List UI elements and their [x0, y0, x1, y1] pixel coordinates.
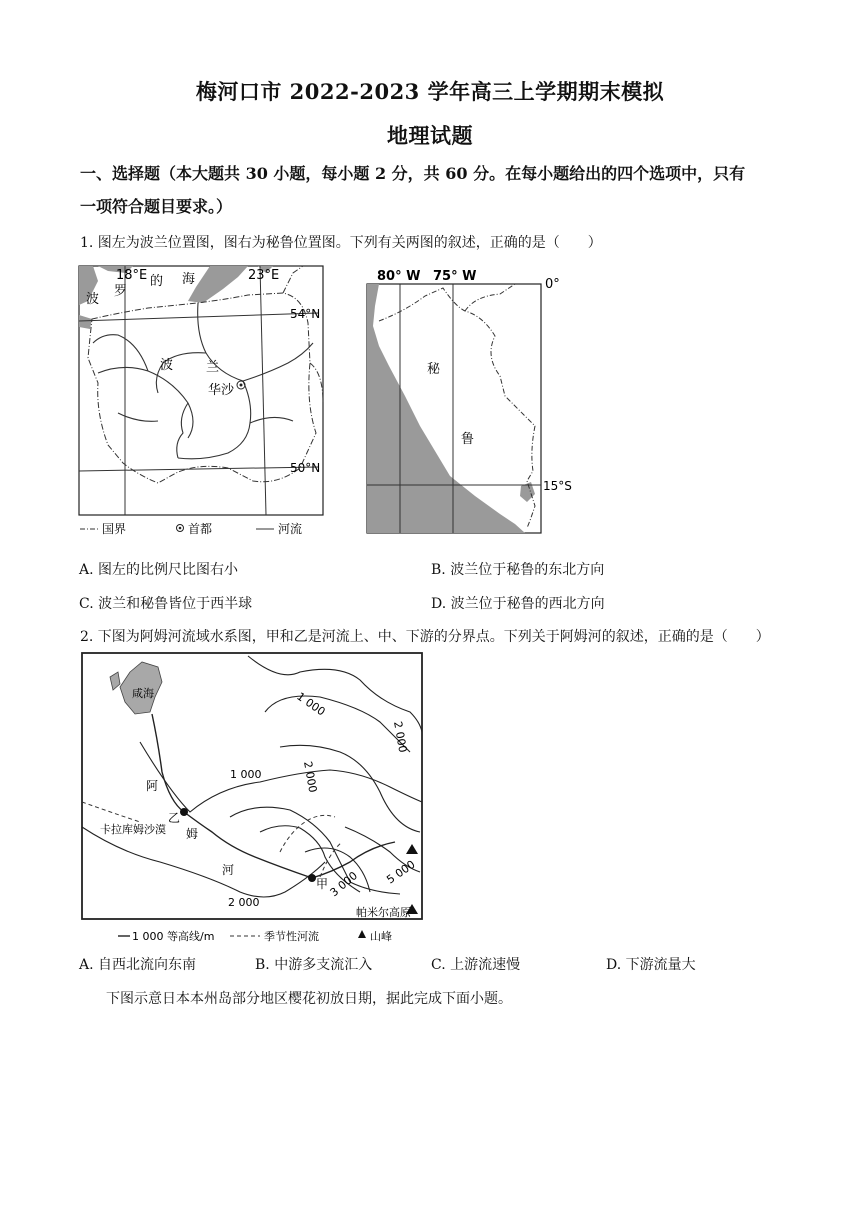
lake-label: 咸海 [132, 687, 154, 700]
capital-label: 华沙 [208, 383, 235, 398]
q1-stem: 1. 图左为波兰位置图，图右为秘鲁位置图。下列有关两图的叙述，正确的是（ ） [80, 235, 602, 251]
legend-capital: 首都 [188, 522, 213, 536]
poland-lon-right: 23°E [248, 268, 280, 283]
exam-subtitle: 地理试题 [387, 123, 473, 148]
peru-map [365, 266, 580, 536]
peru-country-char-2: 鲁 [461, 432, 475, 447]
poland-lat-top: 54°N [290, 307, 321, 321]
q1-option-b[interactable]: B. 波兰位于秘鲁的东北方向 [431, 562, 605, 578]
contour-label-3: 2 000 [301, 760, 320, 794]
river-char-3: 河 [222, 863, 235, 877]
poland-lat-bottom: 50°N [290, 461, 321, 475]
desert-label: 卡拉库姆沙漠 [100, 823, 166, 836]
point-jia-label: 甲 [316, 877, 329, 891]
legend-peak: 山峰 [370, 930, 392, 943]
contour-label-1: 1 000 [294, 689, 328, 719]
q1-option-c[interactable]: C. 波兰和秘鲁皆位于西半球 [79, 596, 253, 612]
sea-char-4: 海 [182, 272, 196, 287]
q1-option-d[interactable]: D. 波兰位于秘鲁的西北方向 [431, 596, 605, 612]
section-heading [80, 157, 780, 223]
sea-char-2: 罗 [114, 284, 128, 299]
peru-lon-right: 75° W [433, 269, 477, 284]
legend-seasonal: 季节性河流 [264, 930, 319, 943]
sea-char-1: 波 [86, 292, 100, 307]
q3-intro: 下图示意日本本州岛部分地区樱花初放日期，据此完成下面小题。 [106, 991, 512, 1007]
q1-option-a[interactable]: A. 图左的比例尺比图右小 [79, 562, 239, 578]
contour-label-5: 2 000 [228, 896, 260, 909]
q2-option-c[interactable]: C. 上游流速慢 [431, 957, 521, 973]
contour-label-7: 5 000 [384, 857, 418, 887]
poland-country-char-2: 兰 [206, 360, 220, 375]
q2-option-a[interactable]: A. 自西北流向东南 [79, 957, 197, 973]
poland-map [78, 263, 328, 543]
section-heading-line1: 一、选择题（本大题共 30 小题，每小题 2 分，共 60 分。在每小题给出的四个选项中，只有 [80, 164, 746, 183]
q2-stem: 2. 下图为阿姆河流域水系图，甲和乙是河流上、中、下游的分界点。下列关于阿姆河的叙述，正确的是（ ） [80, 629, 770, 645]
legend-river: 河流 [278, 522, 303, 536]
point-yi-label: 乙 [168, 811, 181, 825]
peru-lat-bottom: 15°S [543, 479, 572, 493]
sea-char-3: 的 [150, 274, 164, 289]
section-heading-line2: 一项符合题目要求。） [80, 197, 233, 216]
peru-country-char-1: 秘 [427, 362, 441, 377]
legend-contour: 1 000 等高线/m [132, 930, 215, 943]
contour-label-4: 2 000 [391, 720, 410, 754]
poland-country-char-1: 波 [160, 358, 174, 373]
exam-title: 梅河口市 2022-2023 学年高三上学期期末模拟 [195, 79, 665, 104]
river-char-2: 姆 [186, 827, 199, 841]
peru-lat-top: 0° [545, 277, 560, 292]
q2-option-d[interactable]: D. 下游流量大 [606, 957, 696, 973]
river-char-1: 阿 [146, 779, 159, 793]
peru-lon-left: 80° W [377, 269, 421, 284]
contour-label-6: 3 000 [327, 869, 361, 900]
legend-border: 国界 [102, 522, 127, 536]
contour-label-2: 1 000 [230, 768, 262, 781]
poland-lon-left: 18°E [116, 268, 148, 283]
q2-option-b[interactable]: B. 中游多支流汇入 [255, 957, 373, 973]
amu-darya-map [80, 652, 425, 944]
plateau-label: 帕米尔高原 [356, 906, 411, 919]
